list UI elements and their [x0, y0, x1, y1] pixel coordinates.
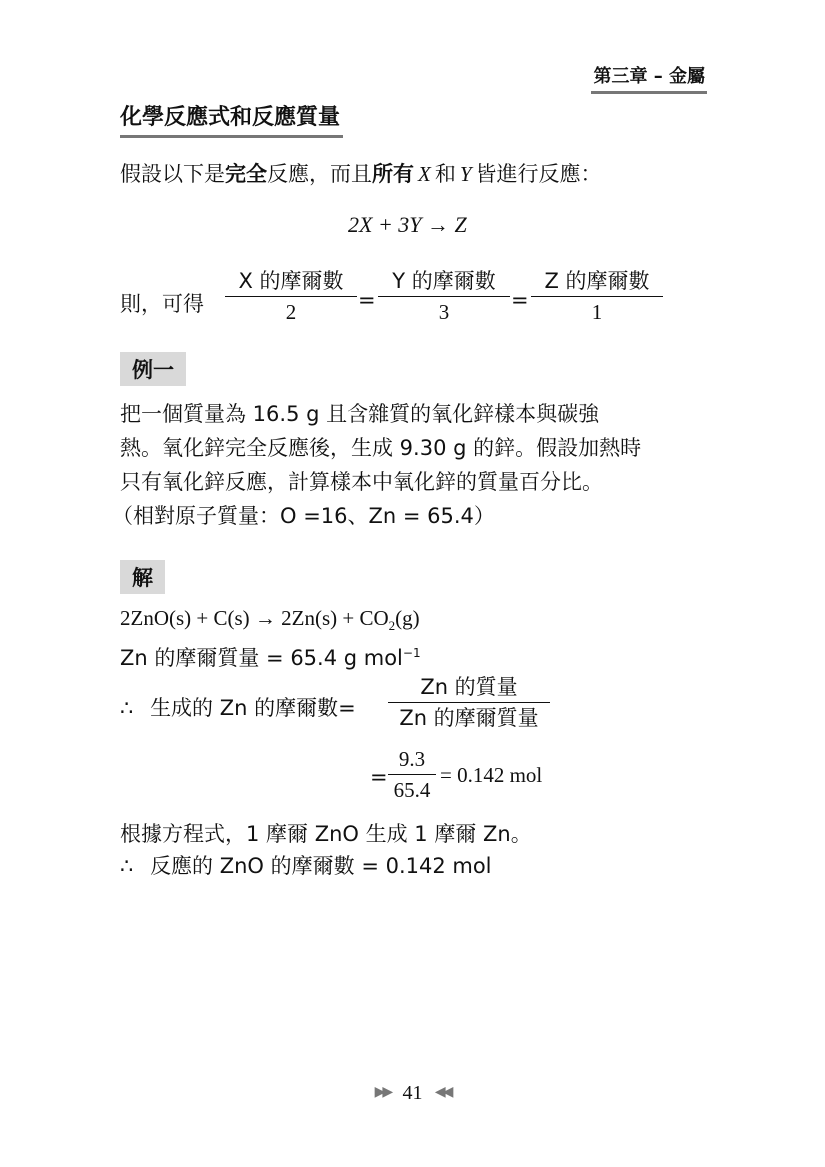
calc-fraction-denominator: 65.4 — [393, 778, 431, 802]
intro-text-3: 皆進行反應： — [475, 162, 602, 186]
forward-arrows-icon: ▶▶ — [374, 1084, 391, 1100]
reaction-state: (g) — [395, 606, 420, 630]
reaction-equation — [120, 606, 420, 634]
moles-formed-label — [120, 692, 356, 722]
example-line: 只有氧化鋅反應，計算樣本中氧化鋅的質量百分比。 — [120, 470, 603, 494]
reaction-text: 2ZnO(s) + C(s) → 2Zn(s) + CO — [120, 606, 389, 630]
fraction-z-denominator: 1 — [591, 300, 603, 324]
intro-text-1: 假設以下是 — [120, 162, 225, 186]
calc-fraction — [388, 746, 436, 803]
example-line: （相對原子質量：O =16、Zn = 65.4） — [112, 504, 495, 528]
moles-fraction — [388, 674, 550, 731]
var-y: Y — [459, 162, 472, 186]
calc-fraction-numerator: 9.3 — [398, 747, 426, 771]
ratio-line: 根據方程式，1 摩爾 ZnO 生成 1 摩爾 Zn。 — [120, 822, 532, 846]
fraction-y — [378, 268, 510, 325]
moles-formed-text: 生成的 Zn 的摩爾數= — [150, 696, 356, 720]
intro-paragraph — [120, 158, 602, 188]
chapter-header: 第三章 – 金屬 — [591, 62, 707, 94]
reaction-subscript: 2 — [388, 618, 396, 634]
intro-bold-all: 所有 — [372, 162, 414, 186]
therefore-symbol: ∴ — [120, 854, 134, 878]
fraction-bar — [531, 296, 663, 297]
section-title: 化學反應式和反應質量 — [120, 100, 343, 138]
equals-sign: = — [370, 765, 388, 789]
fraction-bar — [378, 296, 510, 297]
fraction-bar — [388, 774, 436, 775]
calc-result: = 0.142 mol — [440, 763, 543, 787]
moles-fraction-numerator: Zn 的質量 — [420, 675, 518, 699]
var-x: X — [418, 162, 431, 186]
final-answer-line — [120, 850, 492, 880]
fraction-x-denominator: 2 — [285, 300, 297, 324]
example-line: 把一個質量為 16.5 g 且含雜質的氧化鋅樣本與碳強 — [120, 402, 600, 426]
fraction-y-numerator: Y 的摩爾數 — [392, 269, 496, 293]
solution-tag: 解 — [120, 560, 165, 594]
intro-text-and: 和 — [434, 162, 456, 186]
therefore-symbol: ∴ — [120, 696, 134, 720]
fraction-x — [225, 268, 357, 325]
final-answer-text: 反應的 ZnO 的摩爾數 = 0.142 mol — [150, 854, 492, 878]
fraction-y-denominator: 3 — [438, 300, 450, 324]
fraction-z-numerator: Z 的摩爾數 — [544, 269, 650, 293]
fraction-bar — [388, 702, 550, 703]
molar-mass-superscript: −1 — [402, 646, 421, 660]
fraction-bar — [225, 296, 357, 297]
intro-bold-complete: 完全 — [225, 162, 267, 186]
moles-fraction-denominator: Zn 的摩爾質量 — [399, 706, 539, 730]
equals-sign: = — [358, 288, 376, 312]
page-footer — [0, 1080, 825, 1105]
back-arrows-icon: ◀◀ — [434, 1084, 451, 1100]
example-tag: 例一 — [120, 352, 186, 386]
molar-mass-line — [120, 642, 421, 672]
page-number: 41 — [402, 1082, 423, 1104]
then-label: 則，可得 — [120, 292, 204, 316]
equals-sign: = — [511, 288, 529, 312]
general-equation: 2X + 3Y → Z — [348, 212, 467, 237]
molar-mass-text: Zn 的摩爾質量 = 65.4 g mol — [120, 646, 403, 670]
fraction-z — [531, 268, 663, 325]
intro-text-2: 反應，而且 — [267, 162, 372, 186]
example-line: 熱。氧化鋅完全反應後，生成 9.30 g 的鋅。假設加熱時 — [120, 436, 642, 460]
fraction-x-numerator: X 的摩爾數 — [238, 269, 344, 293]
